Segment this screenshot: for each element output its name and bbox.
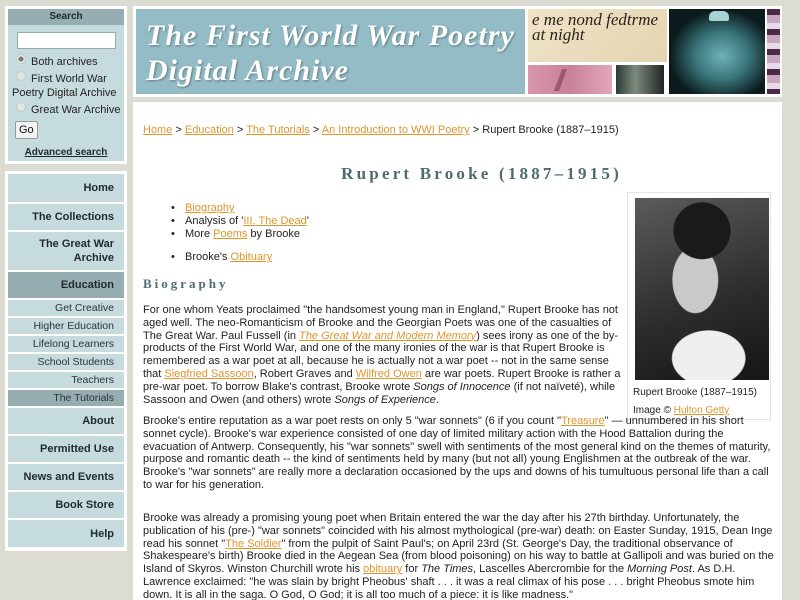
nav-education[interactable]: Education [8,272,124,298]
radio-label: First World War Poetry Digital Archive [12,73,117,99]
toc-item [169,202,309,215]
nav-sub-lifelong-learners[interactable]: Lifelong Learners [8,336,124,352]
figure-caption: Rupert Brooke (1887–1915) [633,387,757,398]
photo-strip-image [767,9,780,94]
nav-news-and-events[interactable]: News and Events [8,464,124,490]
text: for [402,563,422,576]
radio-button[interactable] [16,71,26,81]
text: For one whom Yeats proclaimed "the handsomest young man in England," Rupert Brooke has not aged well. The neo-Romanticism of Brooke and the Georgian Poets was one of the casualties of The Great War. Paul Fussell (in [143,304,618,342]
nav-the-great-war-archive[interactable]: The Great War Archive [8,232,124,270]
soldiers-image [616,65,664,94]
treasure-link[interactable]: Treasure [560,415,605,427]
toc-text: More [185,228,214,240]
breadcrumb-education[interactable]: Education [184,124,234,136]
site-title-line1: The First World War Poetry [146,19,515,52]
radio-label: Both archives [31,56,98,68]
toc-obituary-link[interactable]: Obituary [230,251,273,263]
rupert-brooke-portrait [635,198,769,380]
text: , Robert Graves and [253,367,356,380]
nav-sub-higher-education[interactable]: Higher Education [8,318,124,334]
emphasis: The Times [421,563,474,576]
great-war-modern-memory-link[interactable]: The Great War and Modern Memory [299,329,477,342]
search-title: Search [8,9,124,25]
text: . [435,393,439,406]
obituary-link[interactable]: obituary [363,563,403,576]
toc-text: Brooke's [185,251,231,263]
breadcrumb [143,124,619,136]
toc-item [169,228,309,241]
radio-both-archives[interactable] [12,54,124,69]
nav-sub-the-tutorials[interactable]: The Tutorials [8,390,124,406]
toc-biography-link[interactable]: Biography [185,202,235,214]
nav-home[interactable]: Home [8,174,124,202]
emphasis: Songs of Innocence [413,380,511,393]
breadcrumb-the-tutorials[interactable]: The Tutorials [246,124,310,136]
nav-help[interactable]: Help [8,520,124,547]
radio-button-selected[interactable] [16,54,26,64]
advanced-search-link[interactable]: Advanced search [24,147,108,158]
biography-paragraph-1 [143,304,623,406]
nav-sub-get-creative[interactable]: Get Creative [8,300,124,316]
toc-item [169,251,309,264]
breadcrumb-intro-wwi-poetry[interactable]: An Introduction to WWI Poetry [321,124,470,136]
main-content [133,102,782,600]
soldier-portrait-image [669,9,765,94]
siegfried-sassoon-link[interactable]: Siegfried Sassoon [164,367,254,380]
text: are war poets. Rupert Brooke is rather a pre-war poet. To borrow Blake's contrast, Brooke wrote [143,367,621,393]
text: Brooke's entire reputation as a war poet rests on only 5 "war sonnets" (6 if you count " [143,415,561,427]
the-soldier-link[interactable]: The Soldier [225,537,282,550]
page-title: Rupert Brooke (1887–1915) [341,164,622,183]
text: Brooke was already a promising young poet when Britain entered the war the day after his 27th birthday. Unfortunately, the publication of his (pre-) "war sonnets" coincided with his almost mythological (pre-war) death: on Easter Sunday, 1915, Dean Inge read his sonnet " [143,512,773,550]
toc-text: ' [306,215,309,227]
site-title-line2: Digital Archive [146,54,350,87]
text: , Lascelles Abercrombie for the [473,563,628,576]
emphasis: Songs of Experience [334,393,436,406]
breadcrumb-home[interactable]: Home [143,124,173,136]
pink-manuscript-image [528,65,612,94]
hulton-getty-link[interactable]: Hulton Getty [673,405,730,416]
biography-paragraph-2 [143,415,775,492]
radio-button[interactable] [16,102,26,112]
toc-text: by Brooke [247,228,300,240]
go-button[interactable]: Go [15,121,38,139]
site-header [133,6,782,97]
toc-poems-link[interactable]: Poems [213,228,248,240]
toc-text: Analysis of ' [185,215,244,227]
radio-label: Great War Archive [31,104,121,116]
handwriting-image: e me nond fedtrme at night [528,9,667,62]
breadcrumb-separator: > [472,124,480,136]
nav-about[interactable]: About [8,408,124,434]
text: . As D.H. Lawrence exclaimed: "he was slain by bright Pheobus' shaft . . . it was a real climax of his pose . . . bright Pheobus smote him down. It is all in the saga. O God, O God; it is all too much of a piece: it is like madness." [143,563,755,600]
biography-paragraph-3 [143,512,775,600]
nav-the-collections[interactable]: The Collections [8,204,124,230]
toc-item [169,215,309,228]
portrait-figure [627,192,771,420]
radio-first-world-war-archive[interactable] [12,71,124,100]
section-heading-biography: Biography [143,276,229,291]
main-navigation [5,171,127,551]
toc-the-dead-link[interactable]: III. The Dead [243,215,307,227]
nav-book-store[interactable]: Book Store [8,492,124,518]
credit-text: Image © [633,405,674,416]
radio-great-war-archive[interactable] [12,102,124,117]
search-panel [5,6,127,164]
breadcrumb-current: Rupert Brooke (1887–1915) [482,124,619,136]
text: " — unnumbered in his short sonnet cycle). Brooke's war experience consisted of one day of limited military action with the Hood Battalion during the evacuation of Antwerp. Consequently, his "war sonnets" swell with sentiments of the most general kind on the themes of maturity, purpose and romantic death -- the kind of sentiments held by many (but not all) young Englishmen at the outbreak of the war. Brooke's "war sonnets" are really more a declaration occasioned by the ups and downs of his tumultuous personal life than a call to war for his generation. [143,415,771,491]
text: " from the pulpit of Saint Paul's; on April 23rd (St. George's Day, the traditional observance of Shakespeare's birth) Brooke died in the Aegean Sea (from blood poisoning) on his way to battle at Gallipoli and was buried on the Island of Skyros. Winston Churchill wrote his [143,537,774,576]
site-logo-banner[interactable] [136,9,525,94]
nav-sub-teachers[interactable]: Teachers [8,372,124,388]
breadcrumb-separator: > [175,124,182,136]
emphasis: Morning Post [627,563,692,576]
text: ) sees irony as one of the by-products of the First World War, and one of the many ironies of the war is that Rupert Brooke is remembered as a war poet at all, because he is actually not a war poet -- not in the same sense that [143,329,619,380]
table-of-contents [169,202,309,264]
breadcrumb-separator: > [312,124,320,136]
nav-sub-school-students[interactable]: School Students [8,354,124,370]
search-input[interactable] [17,32,116,49]
breadcrumb-separator: > [236,124,244,136]
wilfred-owen-link[interactable]: Wilfred Owen [355,367,422,380]
text: (if not naïveté), while Sassoon and Owen (and others) wrote [143,380,616,406]
nav-permitted-use[interactable]: Permitted Use [8,436,124,462]
